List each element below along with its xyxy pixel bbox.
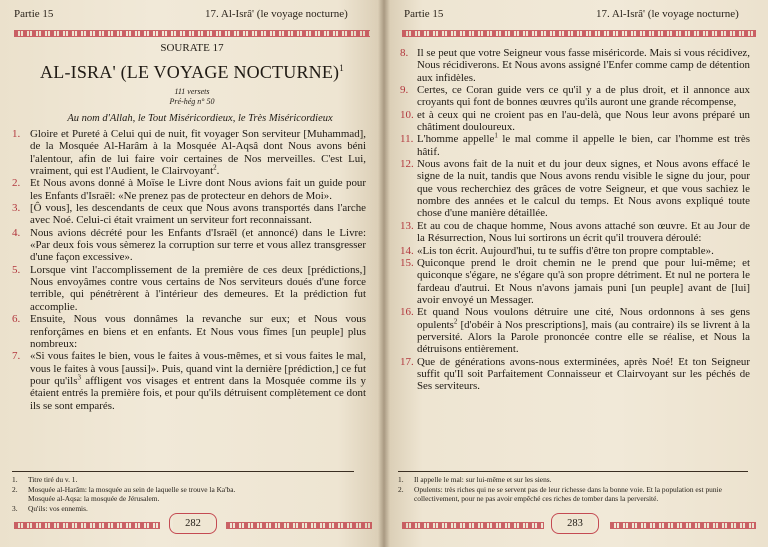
verse-14 bbox=[384, 245, 768, 257]
footnote-marker: 2 bbox=[213, 163, 217, 172]
right-bottom-ornament-b bbox=[610, 522, 756, 529]
verse-15 bbox=[384, 257, 768, 306]
verse-number: 1. bbox=[12, 128, 21, 140]
verse-13 bbox=[384, 220, 768, 245]
right-page bbox=[384, 0, 768, 547]
verse-number: 4. bbox=[12, 226, 21, 239]
footnote-number: 1. bbox=[398, 475, 404, 484]
right-footnote-rule bbox=[398, 471, 748, 472]
verse-number: 8. bbox=[400, 47, 409, 59]
footnote bbox=[398, 475, 752, 485]
verse-text: Il se peut que votre Seigneur vous fasse miséricorde. Mais si vous récidivez, Nous récidiverons. Et Nous avons assigné l'Enfer comme camp de détention aux infidèles. bbox=[417, 47, 750, 84]
footnote-marker: 2 bbox=[453, 316, 458, 325]
left-footnotes bbox=[12, 475, 362, 513]
verse-number: 15. bbox=[400, 256, 414, 269]
footnote-text: Qu'ils: vos ennemis. bbox=[28, 503, 88, 513]
verse-text: Nous avions décrété pour les Enfants d'Israël (et annoncé) dans le Livre: «Par deux fois vous sèmerez la corruption sur terre et vous allez transgresser d'une façon excessive». bbox=[30, 226, 366, 264]
left-verses bbox=[0, 128, 384, 412]
right-header-part: Partie 15 bbox=[404, 8, 444, 20]
verse-text: Ensuite, Nous vous donnâmes la revanche sur eux; et Nous vous renforçâmes en biens et en enfants. Et Nous vous fîmes [un peuple] plus nombreux: bbox=[30, 313, 366, 350]
left-bottom-ornament-a bbox=[14, 522, 160, 529]
verse-number: 10. bbox=[400, 108, 414, 121]
sourate-title-note: 1 bbox=[339, 63, 344, 73]
right-header-title: 17. Al-Isrâ' (le voyage nocturne) bbox=[596, 8, 739, 20]
right-top-ornament bbox=[402, 30, 756, 37]
verse-text: Et Nous avons donné à Moïse le Livre dont Nous avions fait un guide pour les Enfants d'Israël: «Ne prenez pas de protecteur en dehors de Moi». bbox=[30, 177, 366, 202]
footnote-number: 2. bbox=[398, 484, 404, 494]
left-top-ornament bbox=[14, 30, 370, 37]
verse-number: 9. bbox=[400, 84, 409, 97]
footnote bbox=[398, 485, 752, 504]
verse-text-continued: le mal comme il appelle le bien, car l'homme est très hâtif. bbox=[417, 133, 751, 158]
verse-text: Nous avons fait de la nuit et du jour deux signes, et Nous avons effacé le signe de la nuit, tandis que Nous avons rendu visible le signe du jour, pour que vous recherchiez des grâces de votre Seigneur, et que vous sachiez le nombre des années et le calcul du temps. Et Nous avons expliqué toute chose d'une manière détaillée. bbox=[417, 158, 750, 220]
footnote-number: 1. bbox=[12, 475, 18, 484]
verse-9 bbox=[384, 84, 768, 109]
verse-number: 11. bbox=[400, 133, 414, 146]
verse-11 bbox=[384, 133, 768, 158]
verse-2 bbox=[0, 177, 384, 202]
footnote bbox=[12, 475, 362, 485]
footnote-text: Opulents: très riches qui ne se servent pas de leur richesse dans la bonne voie. Et la population est punie collectivement, pour ne pas avoir empêché ces riches de tomber dans la perversité. bbox=[414, 484, 722, 504]
left-header-title: 17. Al-Isrâ' (le voyage nocturne) bbox=[205, 8, 348, 20]
left-bottom-ornament-b bbox=[226, 522, 372, 529]
footnote-marker: 3 bbox=[77, 373, 81, 382]
sourate-title bbox=[0, 62, 384, 83]
footnote-text: Mosquée al-Harâm: la mosquée au sein de laquelle se trouve la Ka'ba. bbox=[28, 484, 236, 494]
verse-number: 2. bbox=[12, 177, 21, 190]
verse-number: 17. bbox=[400, 355, 414, 368]
verse-text: et à ceux qui ne croient pas en l'au-delà, que Nous leur avons préparé un châtiment douloureux. bbox=[417, 108, 750, 134]
verse-17 bbox=[384, 356, 768, 393]
verse-text: Certes, ce Coran guide vers ce qu'il y a de plus droit, et il annonce aux croyants qui font de bonnes œuvres qu'ils auront une grande récompense, bbox=[417, 84, 750, 109]
footnote-number: 2. bbox=[12, 484, 18, 494]
verse-3 bbox=[0, 202, 384, 227]
right-verses bbox=[384, 47, 768, 393]
verse-text: Quiconque prend le droit chemin ne le prend que pour lui-même; et quiconque s'égare, ne s'égare qu'à son propre détriment. Et nul ne portera le fardeau d'autrui. Et Nous n'avons jamais puni [un peuple] avant de [lui] avoir envoyé un Messager. bbox=[417, 256, 750, 306]
verse-text: [Ô vous], les descendants de ceux que Nous avons transportés dans l'arche avec Noé. Celui-ci était vraiment un serviteur fort reconnaissant. bbox=[30, 202, 366, 227]
verse-number: 16. bbox=[400, 306, 414, 319]
verse-number: 12. bbox=[400, 158, 414, 171]
right-bottom-ornament-a bbox=[402, 522, 544, 529]
versets-count: 111 versets bbox=[174, 87, 210, 96]
book-spine-shadow bbox=[378, 0, 390, 547]
verse-number: 6. bbox=[12, 313, 21, 326]
verse-text: L'homme appelle bbox=[417, 133, 495, 146]
verse-6 bbox=[0, 313, 384, 350]
footnote-text: Titre tiré du v. 1. bbox=[28, 475, 78, 484]
verse-16 bbox=[384, 306, 768, 355]
footnote bbox=[12, 504, 362, 514]
left-header-part: Partie 15 bbox=[14, 8, 54, 20]
right-footnotes bbox=[398, 475, 752, 504]
verse-text: Gloire et Pureté à Celui qui de nuit, fit voyager Son serviteur [Muhammad], de la Mosquée Al-Harâm à la Mosquée Al-Aqsâ dont Nous avons béni l'alentour, afin de lui faire voir certaines de Nos merveilles. C'est Lui, vraiment, qui est l'Audient, le Clairvoyant bbox=[30, 128, 366, 178]
verse-1 bbox=[0, 128, 384, 177]
verse-text: Que de générations avons-nous exterminées, après Noé! Et ton Seigneur suffit qu'Il soit Parfaitement Connaisseur et Clairvoyant sur les péchés de Ses serviteurs. bbox=[417, 355, 750, 393]
verse-number: 13. bbox=[400, 219, 414, 232]
footnote bbox=[12, 494, 362, 504]
verse-number: 5. bbox=[12, 263, 21, 276]
page-number-right: 283 bbox=[555, 515, 595, 532]
footnote-number: 3. bbox=[12, 503, 18, 513]
verse-text: Lorsque vint l'accomplissement de la première de ces deux [prédictions,] Nous envoyâmes contre vous certains de Nos serviteurs doués d'une force terrible, qui pénétrèrent à l'intérieur des demeures. Et la prédiction fut accomplie. bbox=[30, 263, 366, 313]
footnote-text: Mosquée al-Aqsa: la mosquée de Jérusalem. bbox=[28, 494, 160, 504]
page-number-left: 282 bbox=[173, 515, 213, 532]
verse-text: Et quand Nous voulons détruire une cité, Nous ordonnons à ses gens opulents bbox=[417, 306, 750, 331]
verse-number: 14. bbox=[400, 244, 414, 257]
footnote bbox=[12, 485, 362, 495]
sourate-number: SOURATE 17 bbox=[160, 42, 224, 54]
basmala-invocation: Au nom d'Allah, le Tout Miséricordieux, le Très Miséricordieux bbox=[67, 113, 333, 124]
verse-text: «Si vous faites le bien, vous le faites à vous-mêmes, et si vous faites le mal, vous le faites à vous [aussi]». Puis, quand vint la dernière [prédiction,] ce fut pour qu'ils bbox=[30, 350, 366, 387]
verse-8 bbox=[384, 47, 768, 84]
verse-number: 3. bbox=[12, 202, 21, 215]
verse-text: «Lis ton écrit. Aujourd'hui, tu te suffis d'être ton propre comptable». bbox=[417, 244, 714, 257]
left-footnote-rule bbox=[12, 471, 354, 472]
verse-10 bbox=[384, 109, 768, 134]
verse-text-continued: . bbox=[216, 165, 220, 178]
footnote-text: Il appelle le mal: sur lui-même et sur les siens. bbox=[414, 475, 552, 484]
verse-5 bbox=[0, 264, 384, 313]
verse-12 bbox=[384, 158, 768, 220]
footnote-marker: 1 bbox=[494, 131, 498, 140]
verse-7 bbox=[0, 350, 384, 412]
sourate-title-text: AL-ISRA' (LE VOYAGE NOCTURNE) bbox=[40, 62, 340, 82]
preheg-number: Pré-hég n° 50 bbox=[169, 97, 215, 106]
verse-4 bbox=[0, 227, 384, 264]
verse-text: Et au cou de chaque homme, Nous avons attaché son œuvre. Et au Jour de la Résurrection, Nous lui sortirons un écrit qu'il trouvera déroulé: bbox=[417, 219, 750, 245]
verse-text-continued: [d'obéir à Nos prescriptions], mais (au contraire) ils se livrent à la perversité. Alors la Parole prononcée contre elle se réalise, et Nous la détruisons entièrement. bbox=[417, 318, 750, 356]
verse-text-continued: affligent vos visages et entrent dans la Mosquée comme ils y étaient entrés la première fois, et pour qu'ils détruisent complètement ce dont ils se sont emparés. bbox=[30, 374, 367, 412]
verse-number: 7. bbox=[12, 350, 21, 363]
